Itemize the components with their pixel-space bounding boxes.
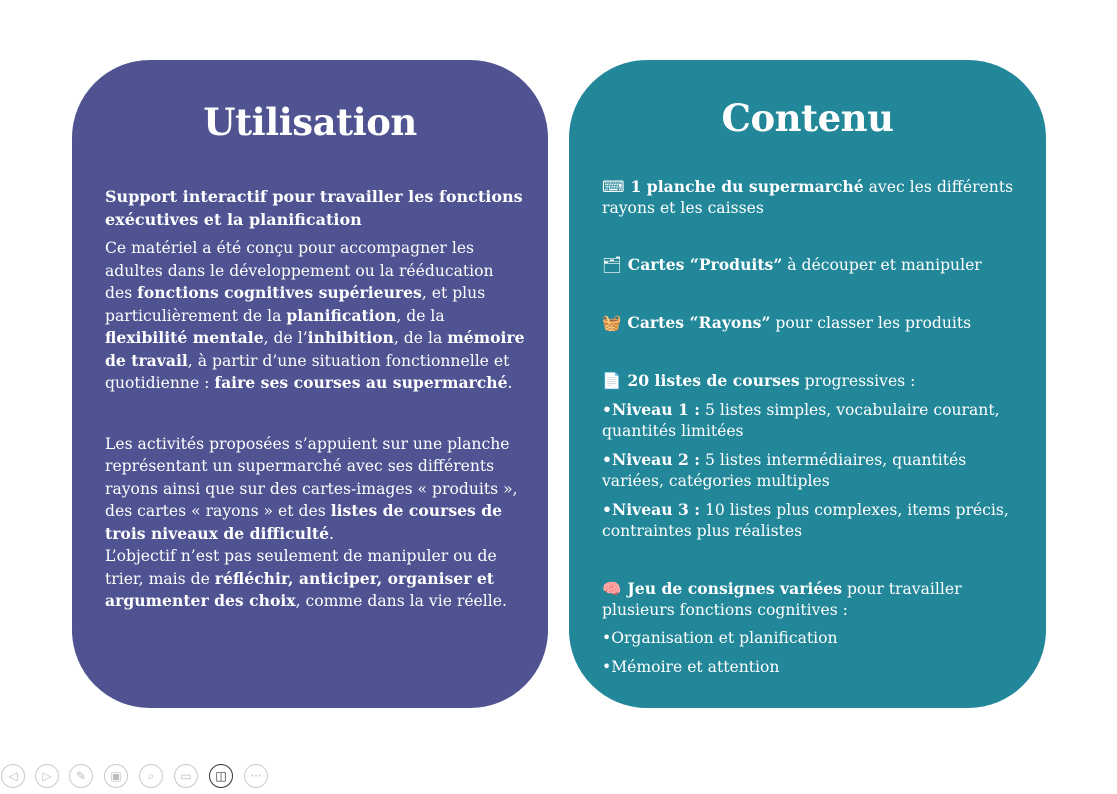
utilisation-title: Utilisation [203,100,417,144]
more-icon[interactable]: ··· [244,764,268,788]
document-icon: 📄 [602,372,622,390]
subtitles-icon[interactable]: ▭ [174,764,198,788]
folder-icon: 🗂 [602,256,622,274]
previous-icon[interactable]: ◁ [1,764,25,788]
utilisation-body [105,186,525,613]
bullet-item: •Mémoire et attention [602,658,780,676]
contenu-body [602,176,1022,678]
slides-icon[interactable]: ▣ [104,764,128,788]
utilisation-subheading: Support interactif pour travailler les fonctions exécutives et la planification [105,187,523,229]
content-item-listes: 📄 20 listes de courses progressives : [602,371,916,390]
brain-icon: 🧠 [602,580,622,598]
contenu-card [569,60,1046,708]
utilisation-paragraph-2: Les activités proposées s’appuient sur une planche représentant un supermarché avec ses différents rayons ainsi que sur des cartes-images « produits », des cartes « rayons » et des listes de courses de trois niveaux de difficulté. [105,434,518,543]
keyboard-icon: ⌨ [602,178,625,196]
utilisation-card [72,60,548,708]
content-item-planche: ⌨ 1 planche du supermarché avec les différents rayons et les caisses [602,177,1014,217]
bullet-item: •Organisation et planification [602,629,838,647]
basket-icon: 🧺 [602,314,622,332]
content-item-produits: 🗂 Cartes “Produits” à découper et manipuler [602,255,982,274]
utilisation-paragraph-1: Ce matériel a été conçu pour accompagner les adultes dans le développement ou la rééducation des fonctions cognitives supérieures, et plus particulièrement de la planification, de la flexibilité mentale, de l’inhibition, de la mémoire de travail, à partir d’une situation fonctionnelle et quotidienne : faire ses courses au supermarché. [105,239,525,392]
level-item: •Niveau 1 : 5 listes simples, vocabulaire courant, quantités limitées [602,400,1000,440]
utilisation-paragraph-3: L’objectif n’est pas seulement de manipuler ou de trier, mais de réfléchir, anticiper, organiser et argumenter des choix, comme dans la vie réelle. [105,547,507,610]
next-icon[interactable]: ▷ [35,764,59,788]
content-item-consignes: 🧠 Jeu de consignes variées pour travailler plusieurs fonctions cognitives : [602,579,962,619]
level-item: •Niveau 2 : 5 listes intermédiaires, quantités variées, catégories multiples [602,450,967,490]
content-item-rayons: 🧺 Cartes “Rayons” pour classer les produits [602,313,972,332]
zoom-icon[interactable]: ⌕ [139,764,163,788]
level-item: •Niveau 3 : 10 listes plus complexes, items précis, contraintes plus réalistes [602,500,1009,540]
pen-icon[interactable]: ✎ [69,764,93,788]
contenu-title: Contenu [721,96,894,140]
camera-icon[interactable]: ◫ [209,764,233,788]
